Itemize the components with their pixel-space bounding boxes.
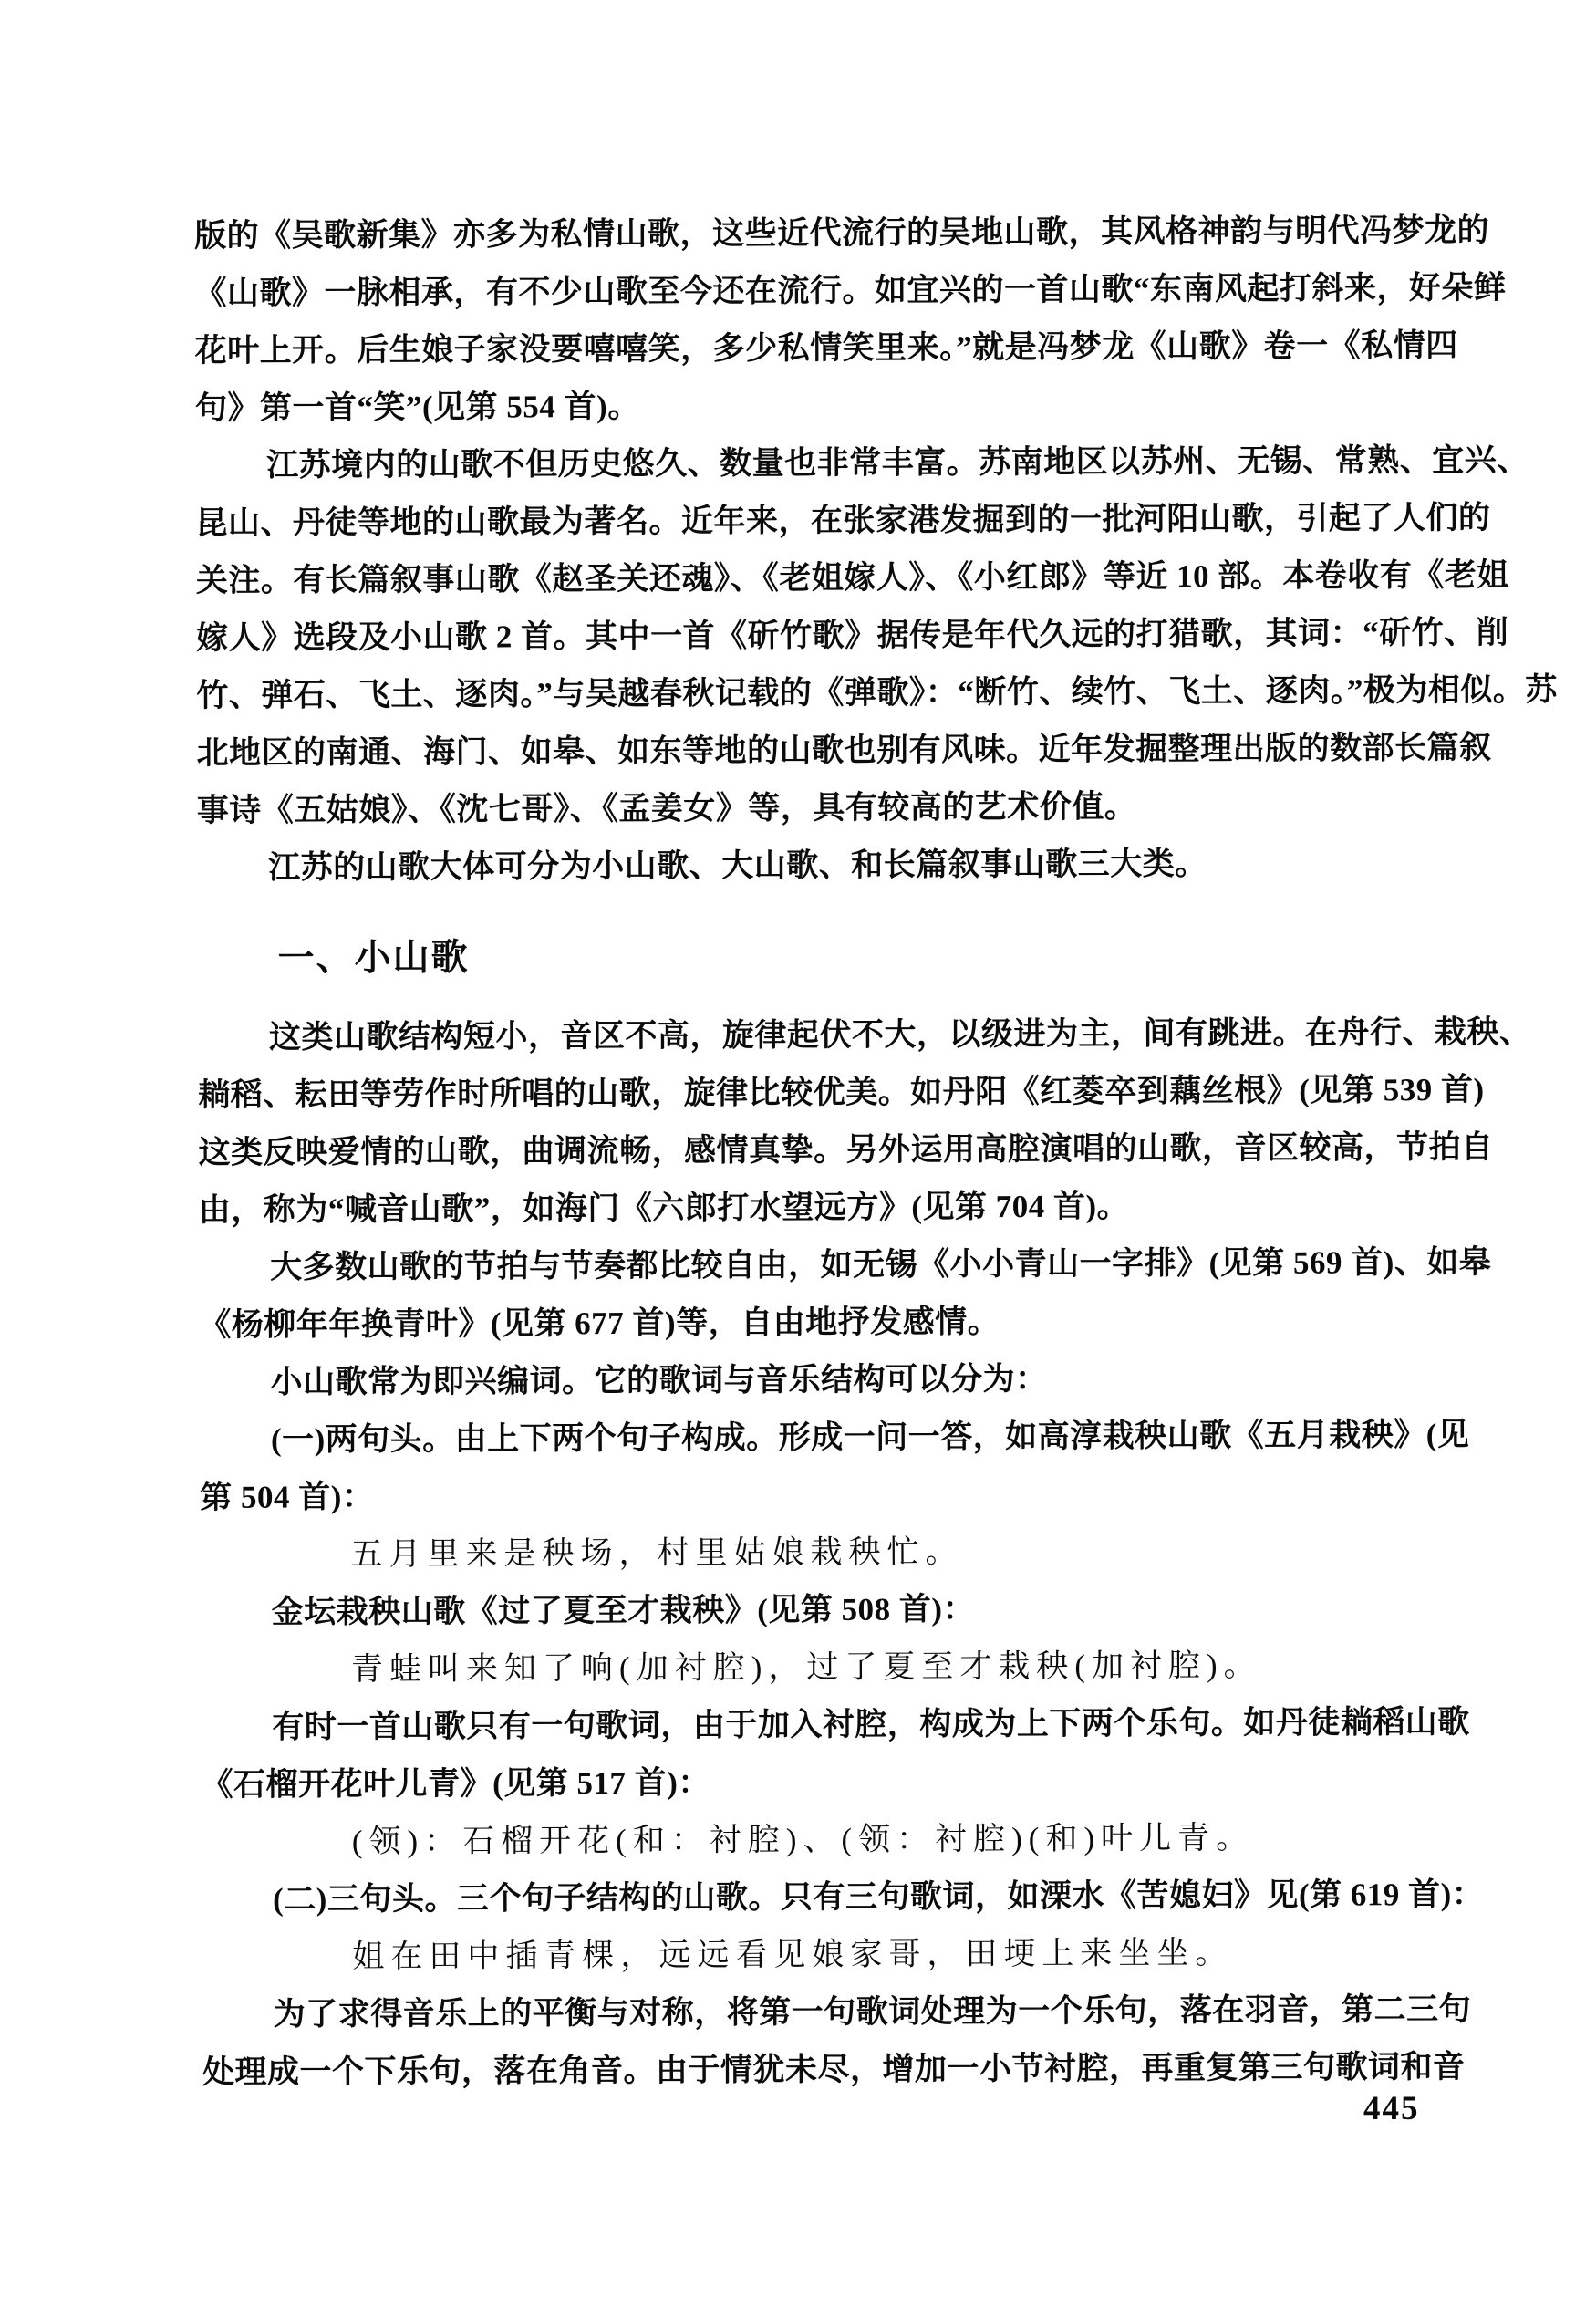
text-line: 嫁人》选段及小山歌 2 首。其中一首《斫竹歌》据传是年代久远的打猎歌，其词：“斫竹、削 [195, 614, 1509, 656]
text-line: 金坛栽秧山歌《过了夏至才栽秧》(见第 508 首)： [271, 1591, 976, 1630]
verse-line: 姐在田中插青棵，远远看见娘家哥，田埂上来坐坐。 [352, 1935, 1234, 1975]
text-line: 昆山、丹徒等地的山歌最为著名。近年来，在张家港发掘到的一批河阳山歌，引起了人们的 [195, 499, 1491, 541]
verse-line: 青蛙叫来知了响(加衬腔)，过了夏至才栽秧(加衬腔)。 [350, 1647, 1262, 1688]
text-line: 这类反映爱情的山歌，曲调流畅，感情真挚。另外运用高腔演唱的山歌，音区较高，节拍自 [198, 1128, 1494, 1170]
verse-line: (领)：石榴开花(和：衬腔)、(领：衬腔)(和)叶儿青。 [351, 1819, 1255, 1860]
text-line: 《山歌》一脉相承，有不少山歌至今还在流行。如宜兴的一首山歌“东南风起打斜来，好朵鲜 [194, 269, 1507, 311]
section-heading: 一、小山歌 [277, 936, 470, 979]
page-number: 445 [1363, 2090, 1420, 2127]
text-line: 北地区的南通、海门、如皋、如东等地的山歌也别有风味。近年发掘整理出版的数部长篇叙 [196, 729, 1492, 771]
text-line: 第 504 首)： [200, 1479, 375, 1515]
verse-line: 五月里来是秧场，村里姑娘栽秧忙。 [350, 1534, 964, 1573]
text-line: 江苏的山歌大体可分为小山歌、大山歌、和长篇叙事山歌三大类。 [268, 846, 1207, 886]
text-line: 江苏境内的山歌不但历史悠久、数量也非常丰富。苏南地区以苏州、无锡、常熟、宜兴、 [266, 442, 1529, 484]
text-line: 关注。有长篇叙事山歌《赵圣关还魂》、《老姐嫁人》、《小红郎》等近 10 部。本卷收有《老姐 [195, 556, 1509, 598]
text-line: 这类山歌结构短小，音区不高，旋律起伏不大，以级进为主，间有跳进。在舟行、栽秧、 [268, 1014, 1532, 1055]
text-line: 为了求得音乐上的平衡与对称，将第一句歌词处理为一个乐句，落在羽音，第二三句 [273, 1991, 1472, 2033]
text-line: 《石榴开花叶儿青》(见第 517 首)： [201, 1764, 710, 1803]
text-line: 版的《吴歌新集》亦多为私情山歌，这些近代流行的吴地山歌，其风格神韵与明代冯梦龙的 [194, 212, 1490, 254]
text-line: 事诗《五姑娘》、《沈七哥》、《孟姜女》等，具有较高的艺术价值。 [196, 788, 1137, 828]
text-line: 处理成一个下乐句，落在角音。由于情犹未尽，增加一小节衬腔，再重复第三句歌词和音 [202, 2048, 1466, 2090]
text-line: 大多数山歌的节拍与节奏都比较自由，如无锡《小小青山一字排》(见第 569 首)、如皋 [269, 1243, 1492, 1285]
text-line: 句》第一首“笑”(见第 554 首)。 [194, 388, 640, 426]
text-line: 有时一首山歌只有一句歌词，由于加入衬腔，构成为上下两个乐句。如丹徒耥稻山歌 [272, 1703, 1470, 1745]
text-line: (二)三句头。三个句子结构的山歌。只有三句歌词，如溧水《苦媳妇》见(第 619 首)： [273, 1876, 1485, 1918]
text-line: 小山歌常为即兴编词。它的歌词与音乐结构可以分为： [270, 1360, 1048, 1400]
text-column [194, 202, 1558, 2101]
text-line: 花叶上开。后生娘子家没要嘻嘻笑，多少私情笑里来。”就是冯梦龙《山歌》卷一《私情四 [194, 327, 1458, 369]
text-line: 《杨柳年年换青叶》(见第 677 首)等，自由地抒发感情。 [199, 1304, 1000, 1343]
text-line: 由，称为“喊音山歌”，如海门《六郎打水望远方》(见第 704 首)。 [198, 1188, 1130, 1228]
text-line: (一)两句头。由上下两个句子构成。形成一问一答，如高淳栽秧山歌《五月栽秧》(见 [270, 1416, 1470, 1458]
text-line: 耥稻、耘田等劳作时所唱的山歌，旋律比较优美。如丹阳《红菱卒到藕丝根》(见第 539 首) [198, 1071, 1485, 1113]
text-line: 竹、弹石、飞土、逐肉。”与吴越春秋记载的《弹歌》：“断竹、续竹、飞土、逐肉。”极为相似。苏 [196, 671, 1558, 713]
